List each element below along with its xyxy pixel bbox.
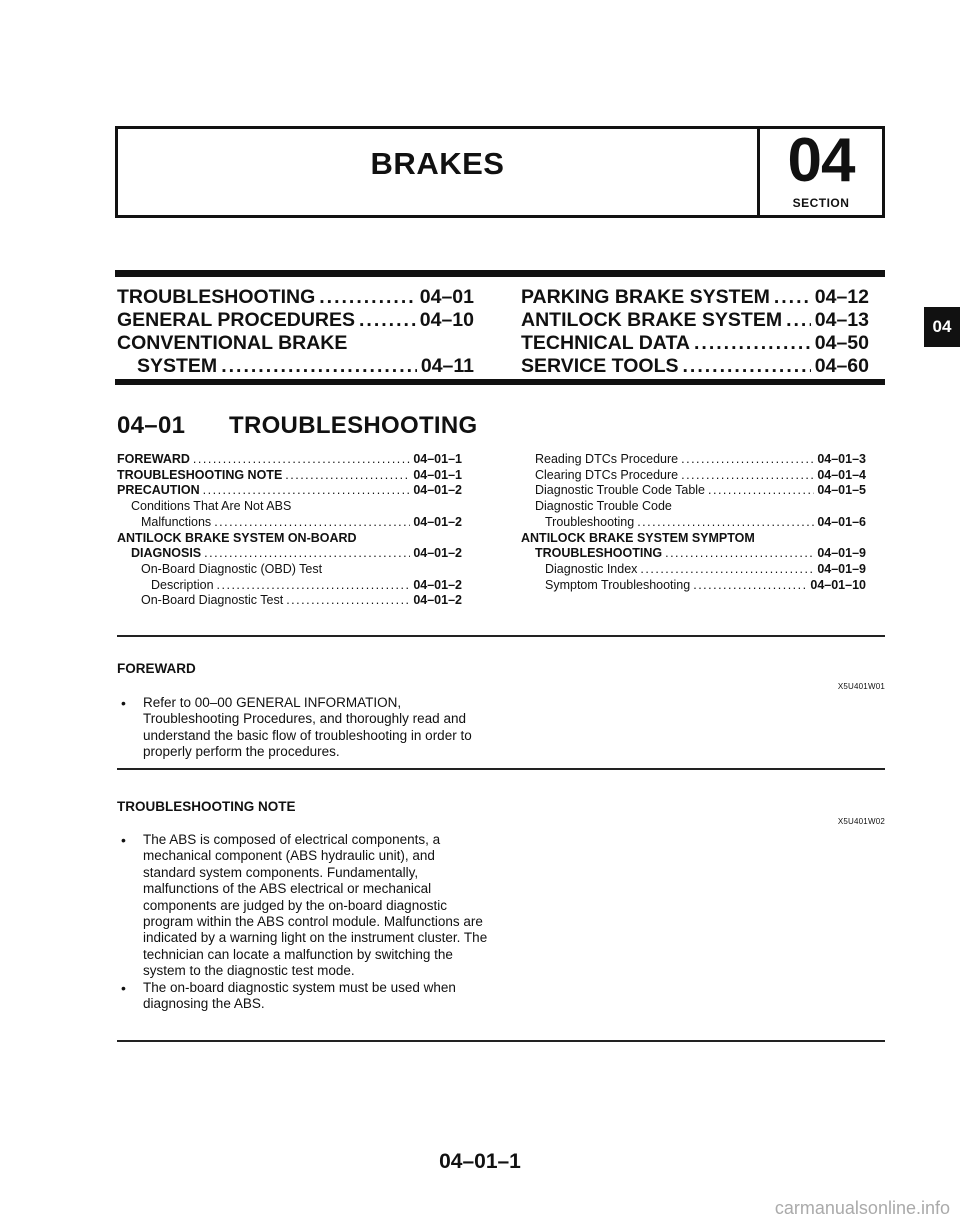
- toc-item-service-tools[interactable]: SERVICE TOOLS ..... 04–60: [521, 355, 869, 378]
- troubleshooting-note-bullet: • The ABS is composed of electrical components, a mechanical component (ABS hydraulic unit), and standard system components. Fundamentally, malfunctions of the ABS electrical or mechanical components are judged by the on-board diagnostic program within the ABS control module. Malfunctions are indicated by a warning light on the instrument cluster. The technician can locate a malfunction by switching the system to the diagnostic test mode.: [119, 832, 491, 980]
- contents-top-rule: [115, 270, 885, 277]
- toc-item-technical-data[interactable]: TECHNICAL DATA ..... 04–50: [521, 332, 869, 355]
- index-item-dtc-table[interactable]: Diagnostic Trouble Code Table ..... 04–01–5: [521, 483, 866, 499]
- foreward-heading: FOREWARD: [117, 661, 196, 676]
- index-item-dtc: Diagnostic Trouble Code: [535, 499, 672, 514]
- troubleshooting-note-ref-code: X5U401W02: [837, 817, 885, 826]
- divider-rule: [117, 635, 885, 637]
- index-item-symptom-troubleshooting-heading[interactable]: TROUBLESHOOTING ..... 04–01–9: [521, 546, 866, 562]
- index-item-onboard-diagnostic-test[interactable]: On-Board Diagnostic Test ..... 04–01–2: [117, 593, 462, 609]
- toc-item-troubleshooting[interactable]: TROUBLESHOOTING ..... 04–01: [117, 286, 474, 309]
- toc-item-conventional-brake-system[interactable]: SYSTEM ..... 04–11: [117, 355, 474, 378]
- toc-item-parking-brake-system[interactable]: PARKING BRAKE SYSTEM ..... 04–12: [521, 286, 869, 309]
- index-item-symptom-troubleshooting[interactable]: Symptom Troubleshooting ..... 04–01–10: [521, 578, 866, 594]
- index-left-column: [117, 452, 462, 609]
- toc-item-antilock-brake-system[interactable]: ANTILOCK BRAKE SYSTEM ..... 04–13: [521, 309, 869, 332]
- index-item-malfunctions[interactable]: Malfunctions ..... 04–01–2: [117, 515, 462, 531]
- section-number: 04: [787, 126, 855, 195]
- section-tab: 04: [924, 307, 960, 347]
- page-number: 04–01–1: [439, 1150, 521, 1173]
- chapter-title: BRAKES: [370, 146, 505, 181]
- foreward-bullet: • Refer to 00–00 GENERAL INFORMATION, Troubleshooting Procedures, and thoroughly read and understand the basic flow of troubleshooting in order to properly perform the procedures.: [119, 695, 489, 761]
- index-item-conditions: Conditions That Are Not ABS: [131, 499, 292, 514]
- foreward-bullets: [119, 695, 489, 761]
- index-item-reading-dtcs[interactable]: Reading DTCs Procedure ..... 04–01–3: [521, 452, 866, 468]
- index-item-description[interactable]: Description ..... 04–01–2: [117, 578, 462, 594]
- watermark: carmanualsonline.info: [774, 1198, 950, 1218]
- index-item-obd-test: On-Board Diagnostic (OBD) Test: [141, 561, 323, 576]
- index-item-foreward[interactable]: FOREWARD ..... 04–01–1: [117, 452, 462, 468]
- index-item-abs-onboard: ANTILOCK BRAKE SYSTEM ON-BOARD: [117, 530, 357, 545]
- section-heading-title: TROUBLESHOOTING: [229, 412, 478, 439]
- troubleshooting-note-bullet: • The on-board diagnostic system must be used when diagnosing the ABS.: [119, 980, 491, 1013]
- troubleshooting-note-bullets: [119, 832, 491, 1012]
- index-item-troubleshooting-note[interactable]: TROUBLESHOOTING NOTE ..... 04–01–1: [117, 468, 462, 484]
- index-item-abs-symptom: ANTILOCK BRAKE SYSTEM SYMPTOM: [521, 530, 755, 545]
- divider-rule: [117, 1040, 885, 1042]
- section-heading-code: 04–01: [117, 412, 186, 439]
- contents-bottom-rule: [115, 379, 885, 385]
- index-item-clearing-dtcs[interactable]: Clearing DTCs Procedure ..... 04–01–4: [521, 468, 866, 484]
- index-item-diagnostic-index[interactable]: Diagnostic Index ..... 04–01–9: [521, 562, 866, 578]
- toc-item-general-procedures[interactable]: GENERAL PROCEDURES ..... 04–10: [117, 309, 474, 332]
- contents-right-column: [521, 286, 869, 378]
- index-item-diagnosis[interactable]: DIAGNOSIS ..... 04–01–2: [117, 546, 462, 562]
- index-item-dtc-troubleshooting[interactable]: Troubleshooting ..... 04–01–6: [521, 515, 866, 531]
- divider-rule: [117, 768, 885, 770]
- contents-left-column: [117, 286, 474, 378]
- foreward-ref-code: X5U401W01: [837, 682, 885, 691]
- index-item-precaution[interactable]: PRECAUTION ..... 04–01–2: [117, 483, 462, 499]
- section-label: SECTION: [792, 196, 850, 210]
- toc-item-conventional-brake[interactable]: CONVENTIONAL BRAKE: [117, 332, 348, 354]
- troubleshooting-note-heading: TROUBLESHOOTING NOTE: [117, 799, 296, 814]
- index-right-column: [521, 452, 866, 593]
- section-heading: [117, 412, 478, 440]
